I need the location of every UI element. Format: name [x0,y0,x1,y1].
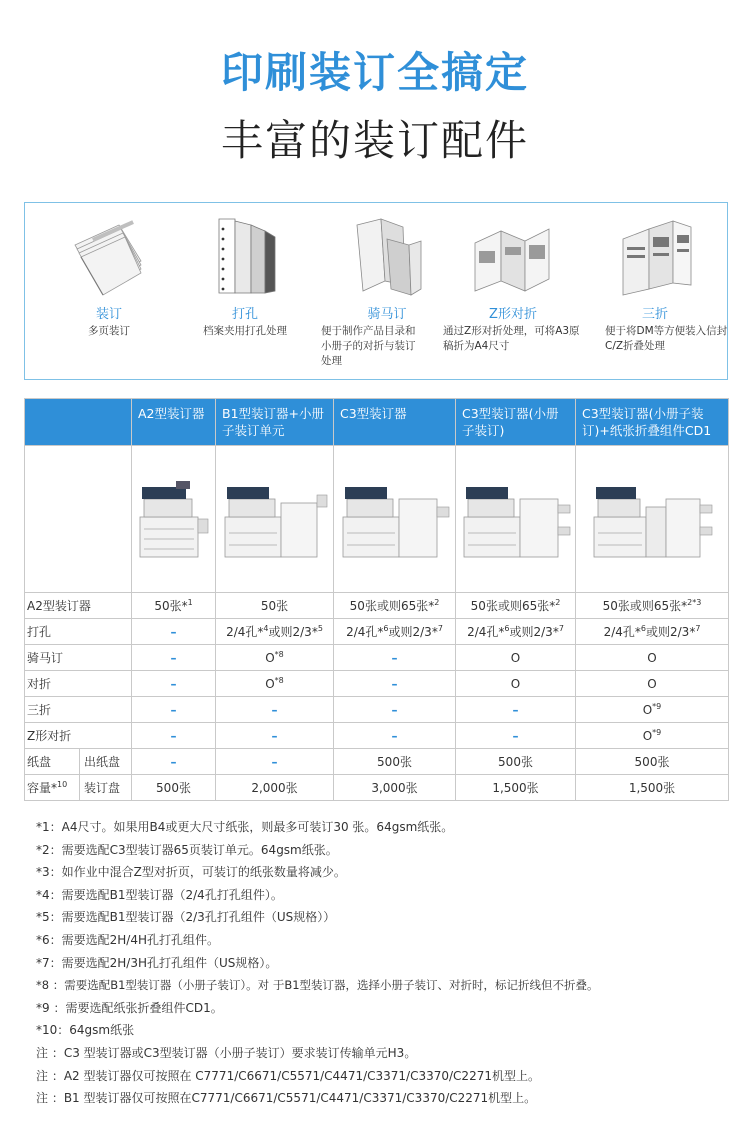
cell: 2/4孔*$^6$或则2/3*$^7$ [456,619,576,645]
cell: O [576,671,729,697]
cell: – [216,749,334,775]
machine-image-a2 [132,446,216,593]
hole-punch-papers-icon [205,215,285,297]
feature-desc: 便于制作产品目录和小册子的对折与装订处理 [321,325,416,367]
printer-b1-icon [221,477,329,559]
cell: – [334,723,456,749]
cell: – [132,723,216,749]
cell: O [576,645,729,671]
cell: 3,000张 [334,775,456,801]
footnote: *2：需要选配C3型装订器65页装订单元。64gsm纸张。 [36,842,338,857]
cell: 500张 [456,749,576,775]
page-subtitle: 丰富的装订配件 [220,116,529,165]
cell: – [132,671,216,697]
row-sublabel: 装订盘 [80,775,132,801]
col-header: C3型装订器 [334,399,456,446]
table-row [25,645,729,671]
table-row [25,723,729,749]
footnote: *3：如作业中混合Z型对折页，可装订的纸张数量将减少。 [36,865,346,880]
cell: – [132,619,216,645]
table-corner [25,399,132,446]
feature-punch [175,203,315,379]
feature-name: 骑马订 [367,307,407,322]
table-row [25,619,729,645]
cell: $O^{*9}$ [576,723,729,749]
feature-desc: 通过Z形对折处理，可将A3原稿折为A4尺寸 [443,325,580,352]
machine-image-c3-booklet [456,446,576,593]
row-label: 打孔 [25,619,132,645]
image-row-label [25,446,132,593]
feature-name: 装订 [95,307,122,322]
feature-desc: 便于将DM等方便装入信封C/Z折叠处理 [605,325,728,352]
row-label: 骑马订 [25,645,132,671]
cell: 50张或则65张*$^2$ [456,593,576,619]
footnote: *1：A4尺寸。如果用B4或更大尺寸纸张，则最多可装订30 张。64gsm纸张。 [36,820,454,834]
cell: – [132,697,216,723]
table-row [25,671,729,697]
table-header-row [25,399,729,446]
stapled-papers-icon [69,215,149,297]
cell: 2/4孔*$^6$或则2/3*$^7$ [576,619,729,645]
cell: 1,500张 [576,775,729,801]
cell: – [334,697,456,723]
col-header: B1型装订器+小册子装订单元 [216,399,334,446]
spec-table [24,398,729,801]
footnotes [36,816,736,1110]
cell: 50张或则65张*$^{2*3}$ [576,593,729,619]
col-header: A2型装订器 [132,399,216,446]
row-label: 对折 [25,671,132,697]
printer-c3-cd1-icon [590,477,714,559]
cell: – [216,723,334,749]
row-sublabel: 出纸盘 [80,749,132,775]
cell: 2/4孔*$^4$或则2/3*$^5$ [216,619,334,645]
z-fold-icon [463,215,559,297]
footnote: *10：64gsm纸张 [36,1023,135,1038]
footnote: 注 ：B1 型装订器仅可按照在C7771/C6671/C5571/C4471/C3371/C3370/C2271机型上。 [36,1091,537,1106]
cell: – [334,645,456,671]
tri-fold-icon [615,215,695,297]
machine-image-c3 [334,446,456,593]
cell: – [132,749,216,775]
cell: 500张 [334,749,456,775]
footnote: *4：需要选配B1型装订器（2/4孔打孔组件）。 [36,887,283,902]
row-label: 三折 [25,697,132,723]
cell: O [456,671,576,697]
table-row [25,775,729,801]
cell: 1,500张 [456,775,576,801]
row-label: 容量*$^{10}$ [25,775,80,801]
saddle-stitch-icon [347,215,427,297]
footnote: *5：需要选配B1型装订器（2/3孔打孔组件（US规格）） [36,910,336,925]
cell: – [456,723,576,749]
cell: – [216,697,334,723]
feature-trifold [585,203,728,379]
footnote: *7：需要选配2H/3H孔打孔组件（US规格）。 [36,955,278,970]
cell: 50张或则65张*$^2$ [334,593,456,619]
footnote: *6：需要选配2H/4H孔打孔组件。 [36,932,219,947]
table-row [25,749,729,775]
page-title: 印刷装订全搞定 [220,48,529,97]
cell: – [334,671,456,697]
col-header: C3型装订器(小册子装订)+纸张折叠组件CD1 [576,399,729,446]
printer-c3-icon [339,477,451,559]
cell: 500张 [132,775,216,801]
cell: 2,000张 [216,775,334,801]
printer-a2-icon [136,477,212,559]
footnote: 注 ：A2 型装订器仅可按照在 C7771/C6671/C5571/C4471/C3371/C3370/C2271机型上。 [36,1068,540,1083]
feature-name: 打孔 [231,307,258,322]
cell: 50张*$^1$ [132,593,216,619]
cell: 2/4孔*$^6$或则2/3*$^7$ [334,619,456,645]
table-row [25,697,729,723]
table-row [25,593,729,619]
cell: – [132,645,216,671]
col-header: C3型装订器(小册子装订) [456,399,576,446]
feature-desc: 多页装订 [88,325,130,337]
feature-saddle [317,203,457,379]
image-row [25,446,729,593]
features-panel [24,202,728,380]
row-label: A2型装订器 [25,593,132,619]
cell: $O^{*8}$ [216,645,334,671]
footnote: 注 ：C3 型装订器或C3型装订器（小册子装订）要求装订传输单元H3。 [36,1045,417,1060]
cell: – [456,697,576,723]
machine-image-c3-cd1 [576,446,729,593]
footnote: *9 ：需要选配纸张折叠组件CD1。 [36,1000,223,1015]
cell: O [456,645,576,671]
cell: $O^{*9}$ [576,697,729,723]
row-label: Z形对折 [25,723,132,749]
machine-image-b1 [216,446,334,593]
feature-desc: 档案夹用打孔处理 [203,325,287,337]
cell: 50张 [216,593,334,619]
feature-name: 三折 [641,307,668,322]
row-label: 纸盘 [25,749,80,775]
printer-c3-booklet-icon [460,477,572,559]
feature-zfold [443,203,583,379]
cell: 500张 [576,749,729,775]
footnote: *8 ：需要选配B1型装订器（小册子装订）。对 于B1型装订器，选择小册子装订、对折时，标记折线但不折叠。 [36,978,599,993]
feature-name: Z形对折 [489,307,537,322]
feature-staple [39,203,179,379]
cell: $O^{*8}$ [216,671,334,697]
